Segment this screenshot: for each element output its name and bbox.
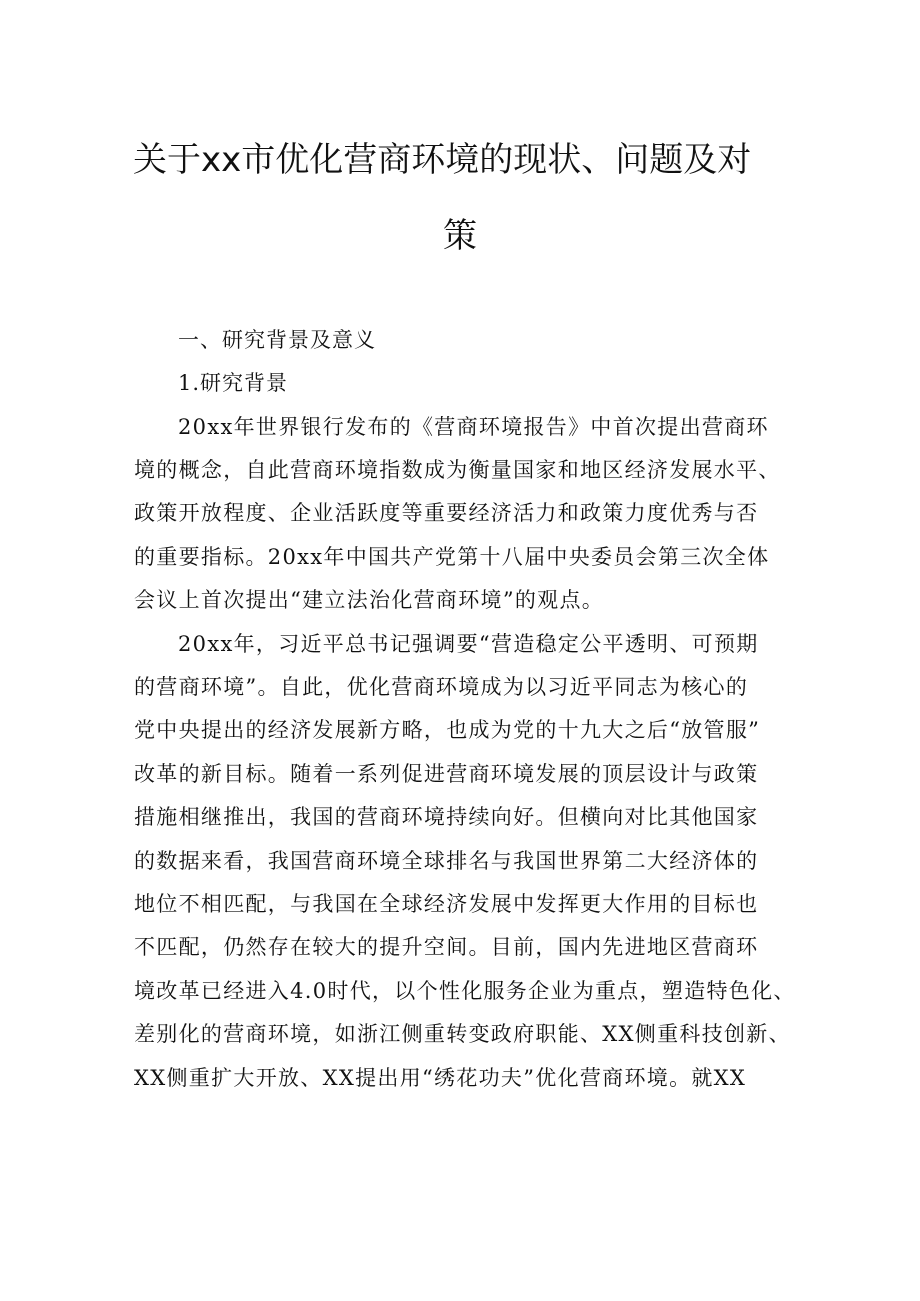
paragraph-2-line-1: 20xx年，习近平总书记强调要“营造稳定公平透明、可预期 xyxy=(178,632,759,656)
paragraph-1-line-1: 20xx年世界银行发布的《营商环境报告》中首次提出营商环 xyxy=(178,415,769,439)
paragraph-2-line-8: 不匹配，仍然存在较大的提升空间。目前，国内先进地区营商环 xyxy=(134,935,759,959)
paragraph-2-line-2: 的营商环境”。自此，优化营商环境成为以习近平同志为核心的 xyxy=(134,675,749,699)
paragraph-2-line-4: 改革的新目标。随着一系列促进营商环境发展的顶层设计与政策 xyxy=(134,762,759,786)
paragraph-2-line-9: 境改革已经进入4.0时代，以个性化服务企业为重点，塑造特色化、 xyxy=(134,979,796,1003)
paragraph-1-line-2: 境的概念，自此营商环境指数成为衡量国家和地区经济发展水平、 xyxy=(134,458,781,482)
paragraph-2-line-7: 地位不相匹配，与我国在全球经济发展中发挥更大作用的目标也 xyxy=(134,892,759,916)
section-heading: 一、研究背景及意义 xyxy=(178,328,376,352)
subsection-heading: 1.研究背景 xyxy=(178,371,289,395)
document-title-line-2: 策 xyxy=(443,216,477,256)
paragraph-2-line-11: XX侧重扩大开放、XX提出用“绣花功夫”优化营商环境。就XX xyxy=(134,1066,747,1090)
paragraph-1-line-3: 政策开放程度、企业活跃度等重要经济活力和政策力度优秀与否 xyxy=(134,501,759,525)
paragraph-2-line-3: 党中央提出的经济发展新方略，也成为党的十九大之后“放管服” xyxy=(134,718,761,742)
paragraph-2-line-5: 措施相继推出，我国的营商环境持续向好。但横向对比其他国家 xyxy=(134,805,759,829)
paragraph-1-line-4: 的重要指标。20xx年中国共产党第十八届中央委员会第三次全体 xyxy=(134,545,770,569)
paragraph-1-line-5: 会议上首次提出“建立法治化营商环境”的观点。 xyxy=(134,588,605,612)
document-title-line-1: 关于xx市优化营商环境的现状、问题及对 xyxy=(133,140,752,180)
paragraph-2-line-6: 的数据来看，我国营商环境全球排名与我国世界第二大经济体的 xyxy=(134,849,759,873)
paragraph-2-line-10: 差别化的营商环境，如浙江侧重转变政府职能、XX侧重科技创新、 xyxy=(134,1022,791,1046)
